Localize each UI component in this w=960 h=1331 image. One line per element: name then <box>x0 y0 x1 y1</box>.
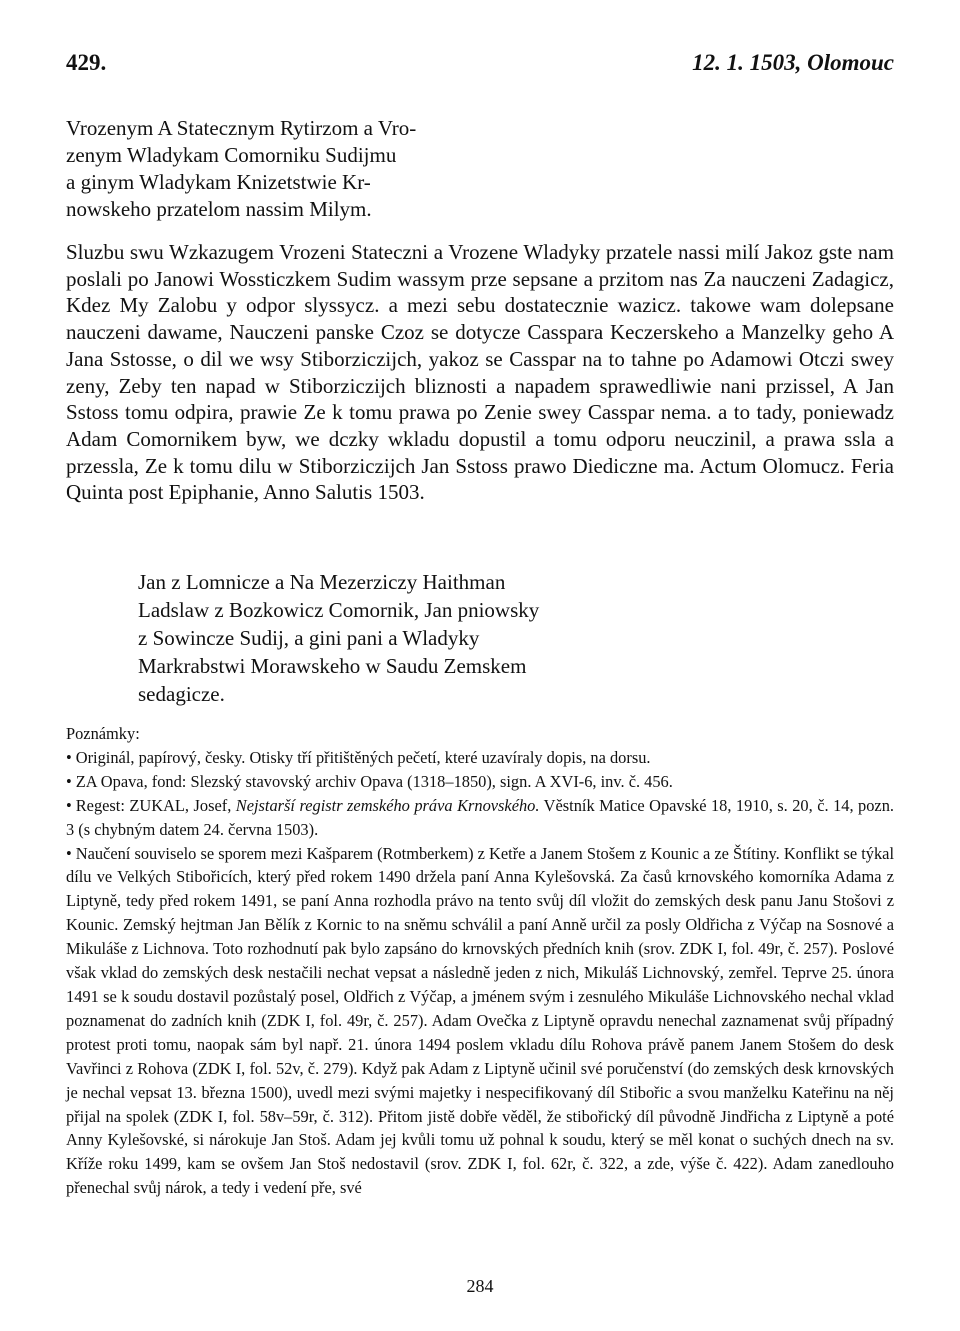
document-header <box>66 50 894 84</box>
signature-line: Jan z Lomnicze a Na Mezerziczy Haithman <box>138 570 506 594</box>
bullet-icon: • <box>66 747 72 767</box>
notes-section <box>66 722 894 1200</box>
bullet-icon: • <box>66 795 72 815</box>
note-text: ZA Opava, fond: Slezský stavovský archiv Opava (1318–1850), sign. A XVI-6, inv. č. 456. <box>75 771 673 791</box>
note-item <box>66 794 894 842</box>
letter-body: Sluzbu swu Wzkazugem Vrozeni Stateczni a Vrozene Wladyky przatele nassi milí Jakoz gste nam poslali po Janowi Wossticzkem Sudim wassym prze sepsane a przitom nas Za nauczeni Zadagicz, Kdez My Zalobu y odpor slyssycz. a mezi sebu dostatecznie wazicz. takowe wam dolepsane nauczeni dawame, Nauczeni panske Czoz se dotycze Casspara Keczerskeho a Manzelky geho A Jana Sstosse, o dil we wsy Stiborziczijch, yakoz se Casspar na to tahne po Adamowi Otczi swey zeny, Zeby ten napad w Stiborziczijch bliznosti a napadem sprawedliwie nani przissel, A Jan Sstoss tomu odpira, prawie Ze k tomu prawa po Zenie swey Casspar nema. a to tady, poniewadz Adam Comornikem byw, we dczky wkladu dopustil a tomu odporu neuczinil, a prawa ssla a przessla, Ze k tomu dilu w Stiborziczijch Jan Sstoss prawo Diediczne ma. Actum Olomucz. Feria Quinta post Epiphanie, Anno Salutis 1503. <box>66 240 894 505</box>
document-number: 429. <box>66 50 107 75</box>
letter-signature <box>138 568 698 708</box>
note-item <box>66 746 894 770</box>
document-date-place: 12. 1. 1503, Olomouc <box>692 50 894 75</box>
note-text: Naučení souviselo se sporem mezi Kašparem (Rotmberkem) z Ketře a Janem Stošem z Kounic a ze Štítiny. Konflikt se týkal dílu ve Velkých Stibořicích, který před rokem 1490 držela paní Anna Kylešovská. Za časů krnovského komorníka Adama z Liptyně, tedy před rokem 1491, se paní Anna rozhodla právo na tento svůj díl vložit do zemských desk panu Janu Stošovi z Kounic. Zemský hejtman Jan Bělík z Kornic to na sněmu schválil a paní Anně určil za posly Oldřicha z Výčap na Sosnové a Mikuláše z Lichnova. Toto rozhodnutí pak bylo zapsáno do krnovských předních knih (srov. ZDK I, fol. 49r, č. 257). Poslové však vklad do zemských desk nestačili nechat vepsat a následně jeden z nich, Mikuláš Lichnovský, zemřel. Teprve 25. února 1491 se k soudu dostavil pozůstalý posel, Oldřich z Výčap, a jménem svým i zesnulého Mikuláše Lichnovského nechal vklad poznamenat do zadních knih (ZDK I, fol. 49r, č. 257). Adam Ovečka z Liptyně opravdu nenechal zaznamenat svůj případný protest proti tomu, naopak sám byl např. 21. února 1494 poslem vkladu dílu Rohova právě panem Janem Stošem do desk Vavřinci z Rohova (ZDK I, fol. 52v, č. 279). Když pak Adam z Liptyně učinil své poručenství (do zemských desk krnovských je nechal vepsat 13. března 1500), uvedl mezi svými majetky i nespecifikovaný díl Stibořic a svou manželku Kateřinu na něj přijal na spolek (ZDK I, fol. 58v–59r, č. 312). Přitom jistě dobře věděl, že stibořický díl původně Jindřicha z Liptyně a poté Anny Kylešovské, si nárokuje Jan Stoš. Adam jej kvůli tomu už pohnal k soudu, který se měl konat o suchých dnech na sv. Kříže roku 1499, kam se ovšem Jan Stoš nedostavil (srov. ZDK I, fol. 62r, č. 322, a zde, výše č. 422). Adam zanedlouho přenechal svůj nárok, a tedy i vedení pře, své <box>66 843 894 1198</box>
signature-line: Markrabstwi Morawskeho w Saudu Zemskem <box>138 654 527 678</box>
address-line: a ginym Wladykam Knizetstwie Kr- <box>66 170 371 194</box>
note-text: Originál, papírový, česky. Otisky tří přitištěných pečetí, které uzavíraly dopis, na dorsu. <box>75 747 651 767</box>
address-line: zenym Wladykam Comorniku Sudijmu <box>66 143 397 167</box>
notes-heading: Poznámky: <box>66 724 140 743</box>
page-number: 284 <box>466 1276 494 1296</box>
address-line: nowskeho przatelom nassim Milym. <box>66 197 372 221</box>
address-line: Vrozenym A Statecznym Rytirzom a Vro- <box>66 116 417 140</box>
letter-address <box>66 115 506 223</box>
bullet-icon: • <box>66 771 72 791</box>
note-title-italic: Nejstarší registr zemského práva Krnovského. <box>235 795 540 815</box>
note-text: Regest: ZUKAL, Josef, <box>75 795 236 815</box>
signature-line: Ladslaw z Bozkowicz Comornik, Jan pniowsky <box>138 598 540 622</box>
signature-line: z Sowincze Sudij, a gini pani a Wladyky <box>138 626 480 650</box>
signature-line: sedagicze. <box>138 682 225 706</box>
note-text: Věstník Matice Opavské 18, 1910, s. 20, č. 14, pozn. 3 (s chybným datem 24. června 1503). <box>66 795 894 839</box>
note-item <box>66 770 894 794</box>
bullet-icon: • <box>66 843 72 863</box>
note-item <box>66 842 894 1201</box>
